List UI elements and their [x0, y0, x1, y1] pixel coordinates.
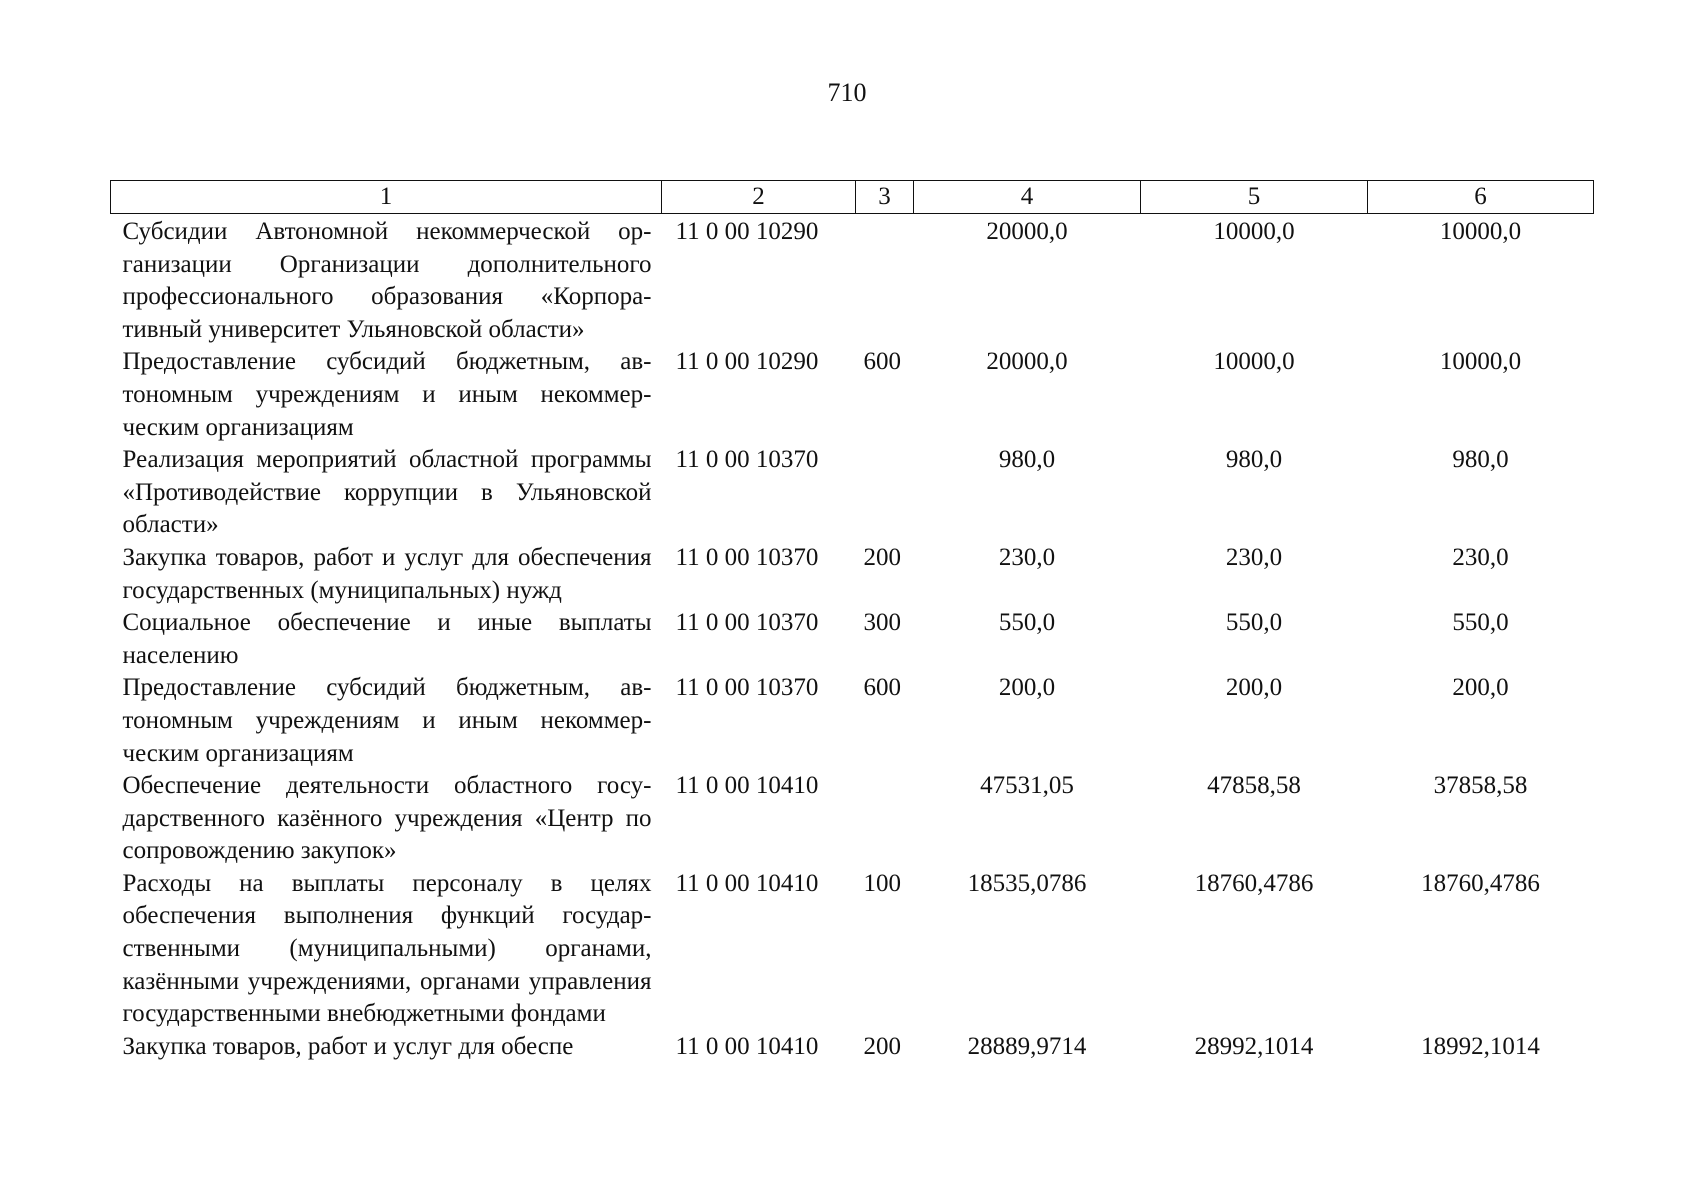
- row-value-2: 28992,1014: [1194, 1032, 1314, 1060]
- column-header-5: 5: [1141, 181, 1368, 214]
- row-name: Субсидии Автономной некоммерческой организации Организации дополнительного профессионального образования «Корпоративный университет Ульяновской области»: [122, 218, 652, 343]
- row-type: [856, 214, 914, 347]
- row-value-2: 18760,4786: [1194, 869, 1314, 897]
- row-code: 11 0 00 10290: [675, 348, 819, 376]
- row-name: Реализация мероприятий областной программы «Противодействие коррупции в Ульяновской области»: [122, 446, 652, 539]
- table-row: [111, 1031, 1594, 1064]
- row-code: 11 0 00 10370: [675, 543, 819, 571]
- row-code: 11 0 00 10370: [675, 674, 819, 702]
- column-header-1: 1: [111, 181, 662, 214]
- row-value-3: 18760,4786: [1421, 869, 1540, 897]
- row-value-2: 230,0: [1225, 543, 1283, 571]
- row-type: 200: [863, 1032, 901, 1060]
- column-header-4: 4: [914, 181, 1141, 214]
- row-name: Предоставление субсидий бюджетным, автономным учреждениям и иным некоммерческим организациям: [122, 348, 652, 441]
- row-code: 11 0 00 10410: [675, 869, 819, 897]
- row-value-2: 980,0: [1225, 446, 1283, 474]
- page-number: 710: [827, 78, 867, 107]
- column-header-2: 2: [662, 181, 856, 214]
- row-value-3: 18992,1014: [1421, 1032, 1540, 1060]
- row-type: 600: [863, 674, 901, 702]
- row-code: 11 0 00 10290: [675, 218, 819, 245]
- row-value-1: 200,0: [998, 674, 1056, 702]
- row-code: 11 0 00 10410: [675, 1032, 819, 1060]
- row-value-3: 37858,58: [1433, 772, 1528, 800]
- column-header-6: 6: [1368, 181, 1594, 214]
- row-value-3: 230,0: [1452, 543, 1509, 571]
- row-value-1: 47531,05: [980, 772, 1074, 800]
- table-row: [111, 444, 1594, 542]
- budget-table: [110, 180, 1594, 1063]
- row-value-1: 18535,0786: [967, 869, 1087, 897]
- row-type: 100: [863, 869, 901, 897]
- row-value-3: 200,0: [1452, 674, 1509, 702]
- table-row: [111, 672, 1594, 770]
- row-type: 200: [863, 543, 901, 571]
- row-value-3: 980,0: [1452, 446, 1509, 474]
- row-name: Расходы на выплаты персоналу в целях обеспечения выполнения функций государственными (муниципальными) органами, казёнными учреждениями, органами управления государственными внебюджетными фондами: [122, 869, 652, 1028]
- table-row: [111, 542, 1594, 607]
- row-value-1: 20000,0: [986, 218, 1068, 245]
- row-value-1: 230,0: [998, 543, 1056, 571]
- row-type: [856, 770, 914, 868]
- row-value-3: 10000,0: [1439, 348, 1522, 376]
- row-value-2: 47858,58: [1207, 772, 1301, 800]
- row-value-2: 200,0: [1225, 674, 1283, 702]
- row-name: Обеспечение деятельности областного государственного казённого учреждения «Центр по сопровождению закупок»: [122, 772, 652, 865]
- table-row: [111, 607, 1594, 672]
- row-name: Предоставление субсидий бюджетным, автономным учреждениям и иным некоммерческим организациям: [122, 674, 652, 767]
- row-value-2: 550,0: [1225, 609, 1283, 637]
- row-code: 11 0 00 10410: [675, 772, 819, 800]
- table-row: [111, 770, 1594, 868]
- table-row: [111, 868, 1594, 1031]
- row-value-3: 550,0: [1452, 609, 1509, 637]
- row-value-2: 10000,0: [1213, 218, 1295, 245]
- table-row: [111, 346, 1594, 444]
- row-type: [856, 444, 914, 542]
- row-code: 11 0 00 10370: [675, 609, 819, 637]
- table-header-row: [111, 181, 1594, 214]
- row-name: Закупка товаров, работ и услуг для обеспечения государственных (муниципальных) нужд: [122, 543, 652, 604]
- column-header-3: 3: [856, 181, 914, 214]
- row-name: Социальное обеспечение и иные выплаты населению: [122, 609, 652, 669]
- row-value-2: 10000,0: [1213, 348, 1295, 376]
- row-code: 11 0 00 10370: [675, 446, 819, 474]
- row-value-1: 28889,9714: [967, 1032, 1087, 1060]
- row-value-3: 10000,0: [1439, 218, 1522, 245]
- row-type: 600: [863, 348, 901, 376]
- table-row: [111, 214, 1594, 347]
- row-value-1: 980,0: [998, 446, 1056, 474]
- row-name: Закупка товаров, работ и услуг для обеспе: [122, 1032, 574, 1060]
- row-type: 300: [863, 609, 901, 637]
- row-value-1: 20000,0: [986, 348, 1068, 376]
- row-value-1: 550,0: [998, 609, 1056, 637]
